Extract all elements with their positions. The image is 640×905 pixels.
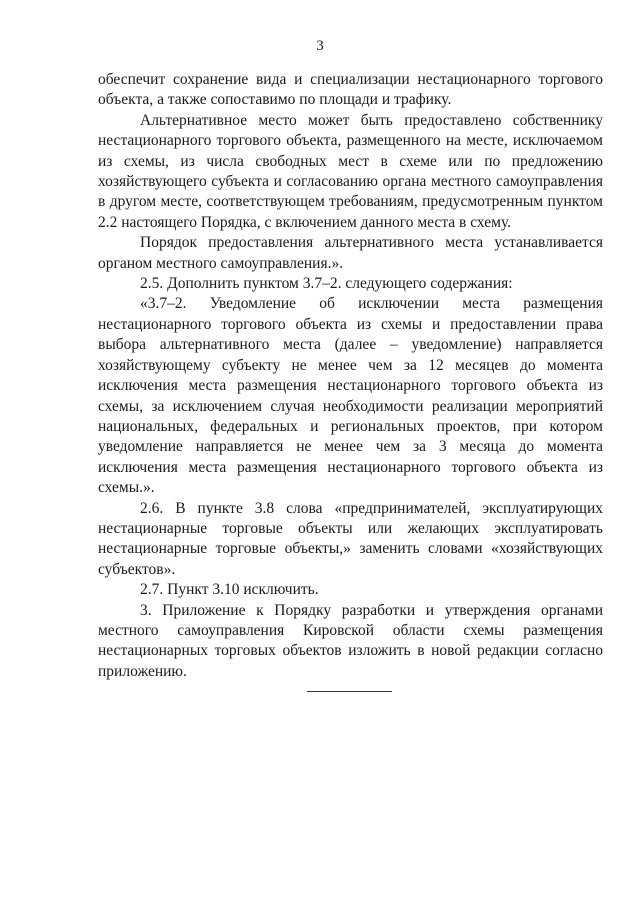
paragraph-3-7-2: «3.7–2. Уведомление об исключении места размещения нестационарного торгового объекта из схемы и предоставлении права выбора альтернативного места (далее – уведомление) направляется хозяйствующему субъекту не менее чем за 12 месяцев до момента исключения места размещения нестационарного торгового объекта из схемы, за исключением случая необходимости реализации мероприятий национальных, федеральных и региональных проектов, при котором уведомление направляется не менее чем за 3 месяца до момента исключения места размещения нестационарного торгового объекта из схемы.». [98, 295, 603, 497]
paragraph-2-5: 2.5. Дополнить пунктом 3.7–2. следующего содержания: [140, 275, 513, 293]
paragraph-3: 3. Приложение к Порядку разработки и утверждения органами местного самоуправления Кировской области схемы размещения нестационарных торговых объектов изложить в новой редакции согласно приложению. [98, 601, 603, 680]
document-body [98, 70, 603, 682]
page-number: 3 [316, 38, 324, 54]
paragraph-continuation: обеспечит сохранение вида и специализации нестационарного торгового объекта, а также сопоставимо по площади и трафику. [98, 71, 603, 109]
end-of-document-line [307, 691, 392, 692]
paragraph-procedure: Порядок предоставления альтернативного места устанавливается органом местного самоуправления.». [98, 234, 603, 272]
paragraph-2-7: 2.7. Пункт 3.10 исключить. [140, 581, 319, 599]
paragraph-alternative-place: Альтернативное место может быть предоставлено собственнику нестационарного торгового объекта, размещенного на месте, исключаемом из схемы, из числа свободных мест в схеме или по предложению хозяйствующего субъекта и согласованию органа местного самоуправления в другом месте, соответствующем требованиям, предусмотренным пунктом 2.2 настоящего Порядка, с включением данного места в схему. [98, 111, 603, 231]
paragraph-2-6: 2.6. В пункте 3.8 слова «предпринимателей, эксплуатирующих нестационарные торговые объекты или желающих эксплуатировать нестационарные торговые объекты,» заменить словами «хозяйствующих субъектов». [98, 499, 603, 578]
